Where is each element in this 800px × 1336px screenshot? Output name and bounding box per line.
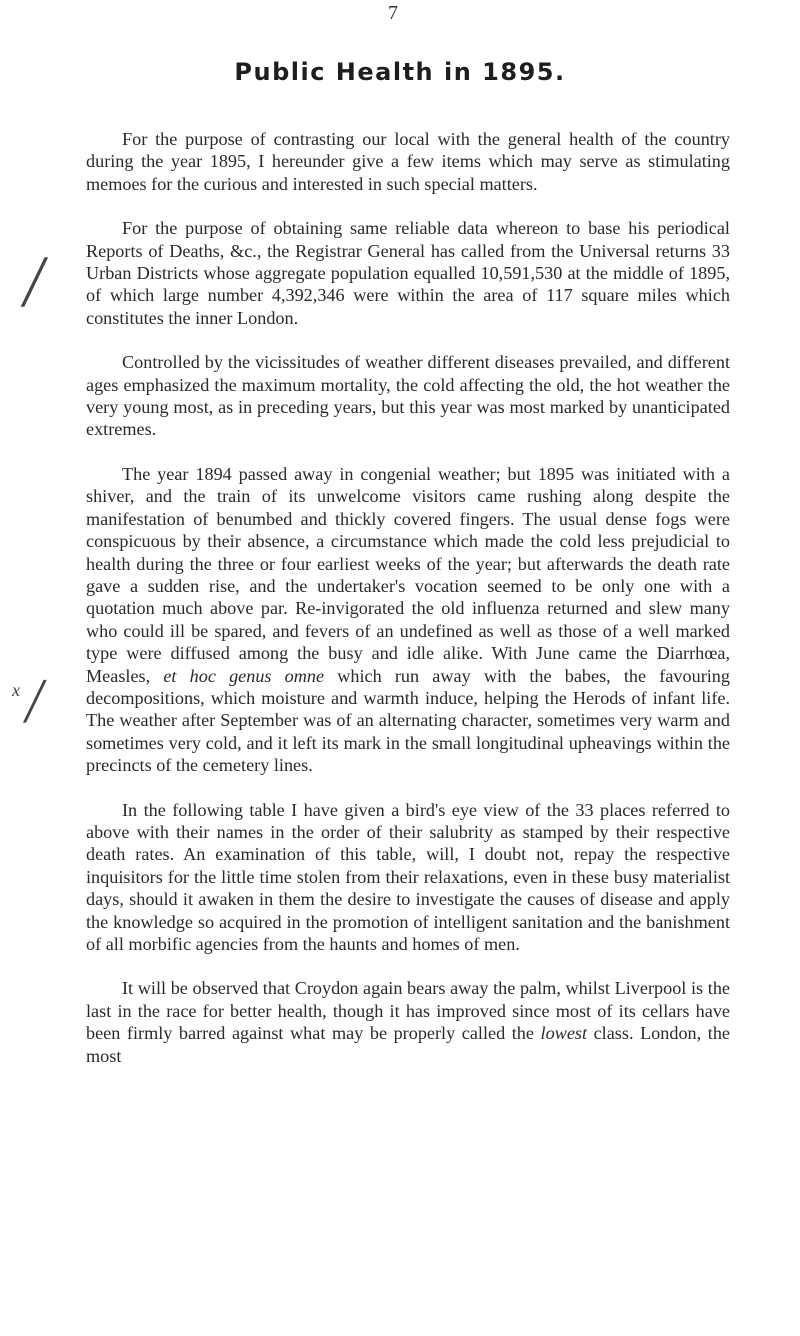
- paragraph-6-italic: lowest: [540, 1023, 588, 1044]
- paragraph-4-text-a: The year 1894 passed away in congenial weather; but 1895 was initiated with a shiver, and the train of its unwelcome visitors came rushing along despite the manifestation of benumbed and thickly covered fingers. The usual dense fogs were conspicuous by their absence, a circumstance which made the cold less prejudicial to health during the three or four earliest weeks of the year; but afterwards the death rate gave a sudden rise, and the undertaker's vocation seemed to be only one with a quotation much above par. Re-invigorated the old influenza returned and slew many who could ill be spared, and fevers of an undefined as well as those of a well marked type were diffused among the busy and idle alike. With June came the Diarrhœa, Measles,: [86, 463, 730, 686]
- paragraph-6-text-a: It will be observed that Croydon again bears away the palm, whilst Liverpool is the last in the race for better health, though it has improved since most of its cellars have been firmly barred against what may be properly called the: [86, 978, 730, 1044]
- paragraph-5: In the following table I have given a bird's eye view of the 33 places referred to above with their names in the order of their salubrity as stamped by their respective death rates. An examination of this table, will, I doubt not, repay the respective inquisitors for the little time stolen from their relaxations, even in these busy materialist days, should it awaken in them the desire to investigate the causes of disease and apply the knowledge so acquired in the promotion of intelligent sanitation and the banishment of all morbific agencies from the haunts and homes of men.: [86, 799, 730, 954]
- page-title: Public Health in 1895.: [234, 58, 566, 86]
- page-number: 7: [388, 2, 398, 24]
- paragraph-4: [86, 463, 730, 777]
- paragraph-6: [86, 977, 730, 1067]
- article-body: [86, 128, 730, 1089]
- paragraph-4-italic: et hoc genus omne: [163, 665, 325, 686]
- margin-cross-mark: x: [12, 680, 20, 700]
- paragraph-2: For the purpose of obtaining same reliable data whereon to base his periodical Reports of Deaths, &c., the Registrar General has called from the Universal returns 33 Urban Districts whose aggregate population equalled 10,591,530 at the middle of 1895, of which large number 4,392,346 were within the area of 117 square miles which constitutes the inner London.: [86, 218, 730, 328]
- margin-slash-mark: /: [18, 241, 51, 323]
- paragraph-3: Controlled by the vicissitudes of weather different diseases prevailed, and different ages emphasized the maximum mortality, the cold affecting the old, the hot weather the very young most, as in preceding years, but this year was most marked by unanticipated extremes.: [86, 352, 730, 440]
- paragraph-1: For the purpose of contrasting our local with the general health of the country during the year 1895, I hereunder give a few items which may serve as stimulating memoes for the curious and interested in such special matters.: [86, 129, 730, 194]
- margin-slash-mark: /: [21, 665, 49, 736]
- paragraph-6-text-b: class. London, the most: [86, 1023, 730, 1066]
- paragraph-4-text-b: which run away with the babes, the favouring decompositions, which moisture and warmth induce, helping the Herods of infant life. The weather after September was of an alternating character, sometimes very warm and sometimes very cold, and it left its mark in the small longitudinal upheavings within the precincts of the cemetery lines.: [86, 665, 730, 776]
